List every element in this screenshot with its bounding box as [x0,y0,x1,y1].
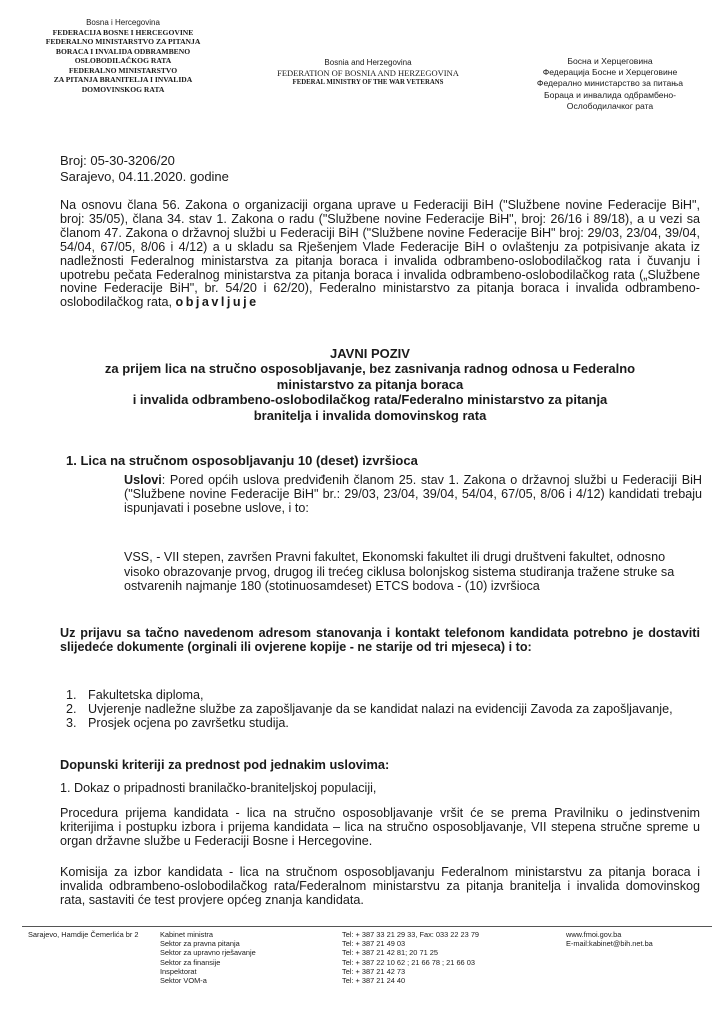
header-right-line: Бораца и инвалида одбрамбено- [544,89,676,100]
footer-phones [342,930,479,985]
header-right-line: Федерално министарство за питања [536,78,684,89]
footer-contacts [566,930,653,948]
header-middle-line: FEDERATION OF BOSNIA AND HERZEGOVINA [277,68,459,78]
footer-department: Kabinet ministra [160,930,213,939]
title-line: i invalida odbrambeno-oslobodilačkog rata/Federalno ministarstvo za pitanja [132,392,608,408]
list-item [66,702,706,716]
header-left-line: FEDERACIJA BOSNE I HERCEGOVINE [52,28,194,37]
procedure-paragraph: Procedura prijema kandidata - lica na stručno osposobljavanje vršit će se prema Pravilniku o jedinstvenim kriterijima i postupku izbora i prijema kandidata – lica na stručno osposobljavanje, VII stepena stručne spreme u organ državne službe u Federaciji Bosne i Hercegovine. [60,806,700,848]
intro-paragraph [60,199,700,310]
footer-department: Sektor za upravno rješavanje [160,948,256,958]
intro-text: Na osnovu člana 56. Zakona o organizaciji organa uprave u Federaciji BiH ("Službene novine Federacije BiH", broj: 35/05), člana 34. stav 1. Zakona o radu ("Službene novine Federacije BiH", broj: 26/16 i 89/18), a u vezi sa članom 47. Zakona o državnoj službi u Federaciji BiH ("Službene novine Federacije BiH" broj: 29/03, 23/04, 39/04, 54/04, 67/05, 8/06 i 4/12) a u skladu sa Rješenjem Vlade Federacije BiH o ovlaštenju za potpisivanje akata iz nadležnosti Federalnog ministarstva za pitanja boraca i invalida odbrambeno-oslobodilačkog rata i čuvanju i upotrebu pečata Federalnog ministarstva za pitanja boraca i invalida odbrambeno-oslobodilačkog rata („Službene novine Federacije BiH", br. 54/20 i 62/20), Federalno ministarstvo za pitanja boraca i invalida odbrambeno-oslobodilačkog rata, [60,198,700,310]
section-heading: 1. Lica na stručnom osposobljavanju 10 (deset) izvršioca [66,453,418,468]
header-left-line: FEDERALNO MINISTARSTVO [68,65,178,75]
list-item-number: 2. [66,702,77,717]
documents-intro: Uz prijavu sa tačno navedenom adresom stanovanja i kontakt telefonom kandidata potrebno je dostaviti slijedeće dokumente (orginali ili ovjerene kopije - ne starije od tri mjeseca) i to: [60,626,700,655]
footer-phone: Tel: + 387 33 21 29 33, Fax: 033 22 23 79 [342,930,480,939]
footer-divider [22,926,712,927]
criteria-heading: Dopunski kriteriji za prednost pod jednakim uslovima: [60,757,390,772]
footer-department: Sektor za pravna pitanja [160,939,240,949]
commission-paragraph: Komisija za izbor kandidata - lica na stručnom osposobljavanju Federalnom ministarstvu za pitanja boraca i invalida odbrambeno-oslobodilačkog rata/Federalnom ministarstvu za pitanja branitelja i invalida domovinskog rata, sastaviti će test provjere općeg znanja kandidata. [60,865,700,907]
list-item-text: Prosjek ocjena po završetku studija. [88,716,289,731]
header-right-line: Федерација Босне и Херцеговине [542,67,678,78]
title-line: branitelja i invalida domovinskog rata [253,407,487,423]
footer-address: Sarajevo, Hamdije Čemerlića br 2 [28,930,139,939]
header-left-line: Bosna i Hercegovina [86,18,160,27]
footer-phone: Tel: + 387 21 49 03 [342,939,406,949]
header-right-line: Ослободилачког рата [566,100,654,111]
list-item [66,688,706,702]
footer-department: Sektor VOM-a [160,976,207,986]
reference-block [60,153,229,185]
document-title [40,346,700,423]
list-item [66,716,706,730]
documents-list [66,688,706,731]
header-right [510,56,710,112]
qualification-paragraph: VSS, - VII stepen, završen Pravni fakultet, Ekonomski fakultet ili drugi društveni fakultet, odnosno visoko obrazovanje prvog, drugog ili trećeg ciklusa bolonjskog sistema studiranja tražene struke sa ostvarenih najmanje 180 (stotinuosamdeset) ETCS bodova - (10) izvršioca [124,550,675,593]
footer-email-link[interactable]: E-mail:kabinet@bih.net.ba [566,939,653,949]
conditions-label: Uslovi [124,473,162,487]
header-right-line: Босна и Херцеговина [567,56,653,66]
header-left-line: OSLOBODILAČKOG RATA [74,56,172,66]
list-item-text: Uvjerenje nadležne službe za zapošljavanje da se kandidat nalazi na evidenciji Zavoda za zapošljavanje, [88,702,673,717]
header-left-line: DOMOVINSKOG RATA [81,84,165,94]
header-middle-line: FEDERAL MINISTRY OF THE WAR VETERANS [292,78,444,86]
header-left [28,18,218,94]
footer-phone: Tel: + 387 21 24 40 [342,976,406,986]
header-middle-line: Bosnia and Herzegovina [324,58,412,67]
header-left-line: FEDERALNO MINISTARSTVO ZA PITANJA [45,37,201,47]
footer-department: Inspektorat [160,966,197,976]
footer-phone: Tel: + 387 22 10 62 ; 21 66 78 ; 21 66 03 [342,957,475,967]
criteria-item: 1. Dokaz o pripadnosti branilačko-braniteljskoj populaciji, [60,781,377,795]
title-heading: JAVNI POZIV [330,346,410,361]
header-left-line: BORACA I INVALIDA ODBRAMBENO [55,46,191,56]
conditions-text: : Pored općih uslova predviđenih članom 25. stav 1. Zakona o državnoj službi u Federaciji BiH ("Službene novine Federacije BiH" br.: 29/03, 23/04, 39/04, 54/04, 67/05, 8/06 i 4/12) kandidati trebaju ispunjavati i posebne uslove, i to: [124,473,702,515]
title-line: ministarstvo za pitanja boraca [276,376,464,392]
footer-web-link[interactable]: www.fmoi.gov.ba [566,930,622,939]
footer-department: Sektor za finansije [160,957,221,967]
header-left-line: ZA PITANJA BRANITELJA I INVALIDA [53,75,193,85]
reference-number: Broj: 05-30-3206/20 [60,153,175,168]
list-item-number: 3. [66,716,77,731]
intro-emphasis: objavljuje [175,295,259,310]
footer-departments [160,930,256,985]
conditions-paragraph [124,474,702,516]
list-item-text: Fakultetska diploma, [88,688,204,702]
reference-date: Sarajevo, 04.11.2020. godine [60,169,229,184]
title-line: za prijem lica na stručno osposobljavanje, bez zasnivanja radnog odnosa u Federalno [104,361,636,377]
footer-phone: Tel: + 387 21 42 81; 20 71 25 [342,948,438,958]
header-middle [248,58,488,87]
list-item-number: 1. [66,688,77,702]
footer-phone: Tel: + 387 21 42 73 [342,966,406,976]
